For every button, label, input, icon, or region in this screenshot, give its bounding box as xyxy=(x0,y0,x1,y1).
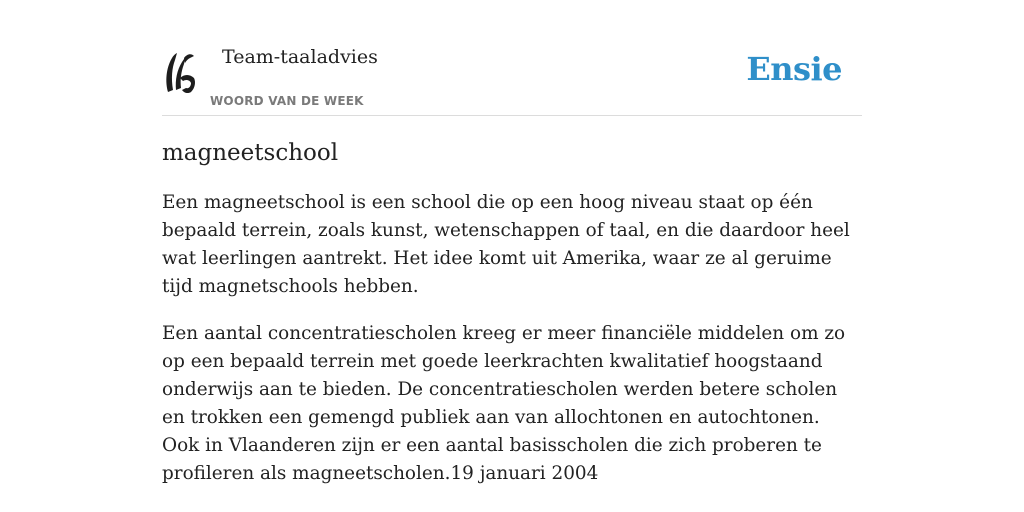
description-paragraph: Een aantal concentratiescholen kreeg er meer financiële middelen om zo op een bepaald terrein met goede leerkrachten kwalitatief hoogstaand onderwijs aan te bieden. De concentratiescholen werden betere scholen en trokken een gemengd publiek aan van allochtonen en autochtonen. Ook in Vlaanderen zijn er een aantal basisscholen die zich proberen te profileren als magneetscholen.19 januari 2004 xyxy=(162,323,846,484)
flemish-lion-logo-icon xyxy=(162,48,198,96)
card-header xyxy=(162,40,862,116)
author-name: Team-taaladvies xyxy=(222,46,378,68)
brand-logo[interactable]: Ensie xyxy=(746,50,842,88)
section-subtitle: WOORD VAN DE WEEK xyxy=(210,94,364,108)
definition-paragraph: Een magneetschool is een school die op een hoog niveau staat op één bepaald terrein, zoals kunst, wetenschappen of taal, en die daardoor heel wat leerlingen aantrekt. Het idee komt uit Amerika, waar ze al geruime tijd magnetschools hebben. xyxy=(162,192,850,297)
page-title: magneetschool xyxy=(162,140,339,166)
word-card xyxy=(162,40,862,488)
